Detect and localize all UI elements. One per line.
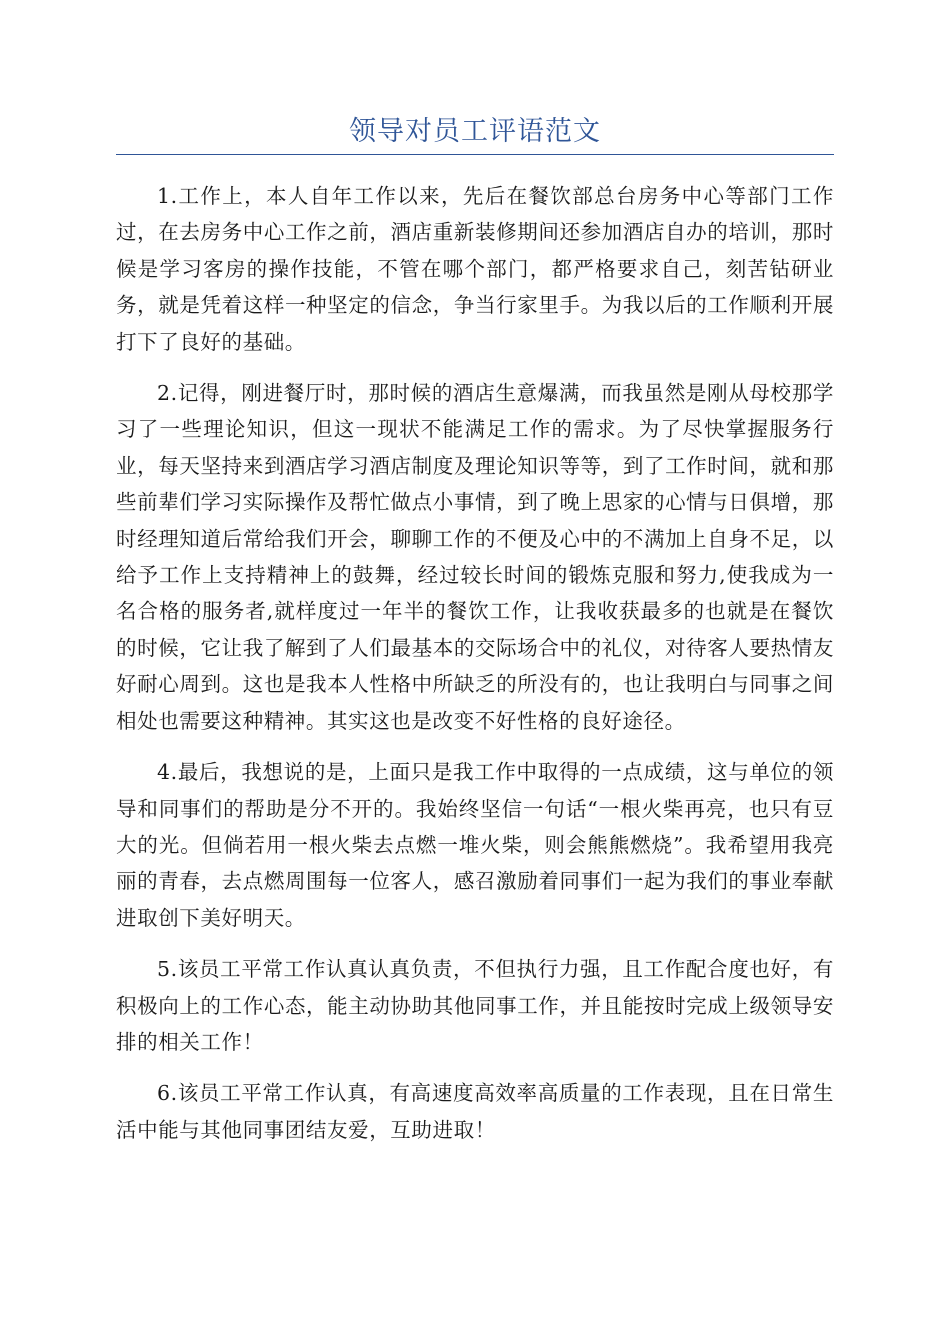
paragraph-5: 5.该员工平常工作认真认真负责，不但执行力强，且工作配合度也好，有积极向上的工作心态，能主动协助其他同事工作，并且能按时完成上级领导安排的相关工作！: [116, 957, 834, 1054]
paragraph-1: 1.工作上，本人自年工作以来，先后在餐饮部总台房务中心等部门工作过，在去房务中心工作之前，酒店重新装修期间还参加酒店自办的培训，那时候是学习客房的操作技能，不管在哪个部门，都严格要求自己，刻苦钻研业务，就是凭着这样一种坚定的信念，争当行家里手。为我以后的工作顺利开展打下了良好的基础。: [116, 184, 834, 354]
paragraph-4: 4.最后，我想说的是，上面只是我工作中取得的一点成绩，这与单位的领导和同事们的帮助是分不开的。我始终坚信一句话“一根火柴再亮，也只有豆大的光。但倘若用一根火柴去点燃一堆火柴，则会熊熊燃烧”。我希望用我亮丽的青春，去点燃周围每一位客人，感召激励着同事们一起为我们的事业奉献进取创下美好明天。: [116, 760, 834, 930]
title-underline: [116, 154, 834, 155]
document-body: [116, 178, 834, 1163]
document-title: 领导对员工评语范文: [349, 116, 601, 147]
paragraph-2: 2.记得，刚进餐厅时，那时候的酒店生意爆满，而我虽然是刚从母校那学习了一些理论知识，但这一现状不能满足工作的需求。为了尽快掌握服务行业，每天坚持来到酒店学习酒店制度及理论知识等等，到了工作时间，就和那些前辈们学习实际操作及帮忙做点小事情，到了晚上思家的心情与日俱增，那时经理知道后常给我们开会，聊聊工作的不便及心中的不满加上自身不足，以给予工作上支持精神上的鼓舞，经过较长时间的锻炼克服和努力,使我成为一名合格的服务者,就样度过一年半的餐饮工作，让我收获最多的也就是在餐饮的时候，它让我了解到了人们最基本的交际场合中的礼仪，对待客人要热情友好耐心周到。这也是我本人性格中所缺乏的所没有的，也让我明白与同事之间相处也需要这种精神。其实这也是改变不好性格的良好途径。: [116, 381, 834, 733]
paragraph-6: 6.该员工平常工作认真，有高速度高效率高质量的工作表现，且在日常生活中能与其他同事团结友爱，互助进取！: [116, 1081, 834, 1142]
